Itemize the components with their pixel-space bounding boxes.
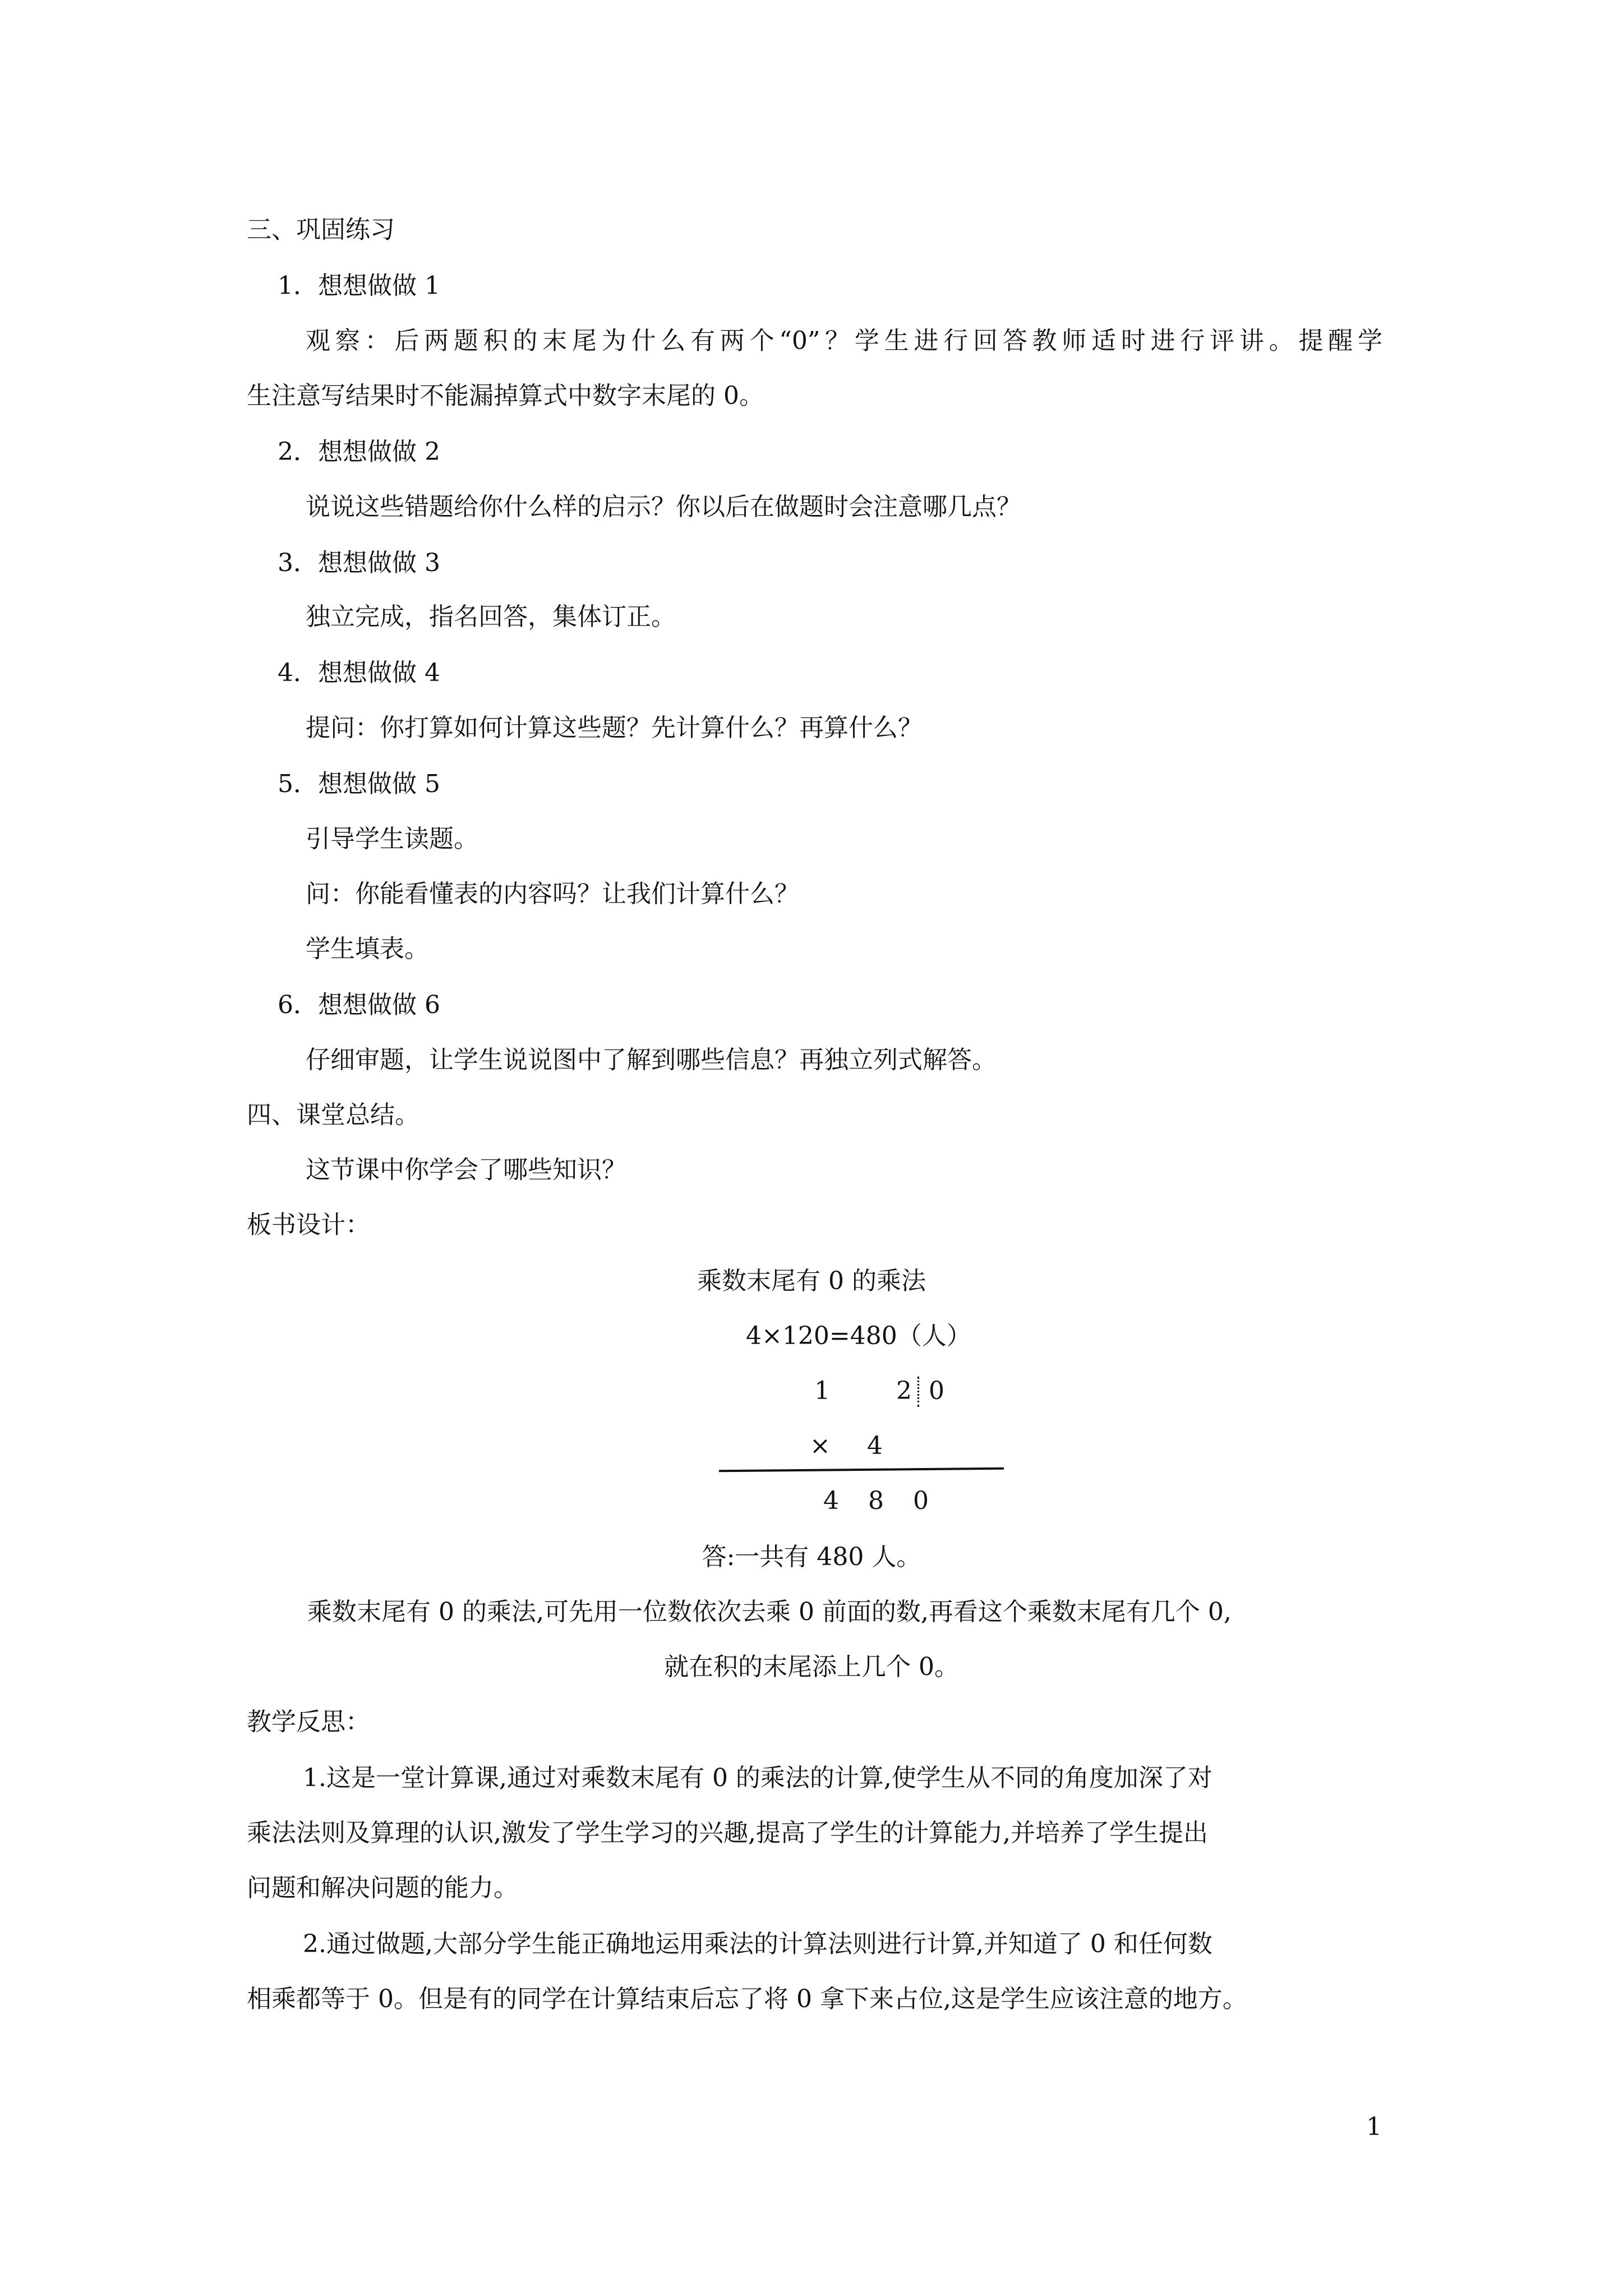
exercise-1-line-1: 观察：后两题积的末尾为什么有两个“0”？学生进行回答教师适时进行评讲。提醒学 (306, 326, 1382, 355)
board-heading: 板书设计： (247, 1211, 370, 1239)
exercise-5-line-3: 学生填表。 (306, 935, 429, 963)
exercise-title-3: 3．想想做做 3 (278, 549, 440, 577)
board-rule-line-2: 就在积的末尾添上几个 0。 (664, 1653, 959, 1681)
exercise-title-1: 1．想想做做 1 (278, 272, 440, 300)
exercise-title-5: 5．想想做做 5 (278, 770, 440, 798)
reflection-p2-line-2: 相乘都等于 0。但是有的同学在计算结束后忘了将 0 拿下来占位,这是学生应该注意的地方。 (247, 1985, 1247, 2013)
multiplicand-digit-3: 0 (929, 1377, 944, 1405)
section-heading-4: 四、课堂总结。 (247, 1101, 419, 1129)
exercise-3-line-1: 独立完成，指名回答，集体订正。 (306, 602, 676, 631)
exercise-5-line-2: 问：你能看懂表的内容吗？让我们计算什么？ (306, 880, 799, 908)
exercise-title-2: 2．想想做做 2 (278, 438, 440, 466)
reflection-p1-line-2: 乘法法则及算理的认识,激发了学生学习的兴趣,提高了学生的计算能力,并培养了学生提出 (247, 1819, 1208, 1847)
reflection-p1-line-1: 1.这是一堂计算课,通过对乘数末尾有 0 的乘法的计算,使学生从不同的角度加深了对 (303, 1764, 1212, 1792)
exercise-2-line-1: 说说这些错题给你什么样的启示？你以后在做题时会注意哪几点？ (306, 493, 1021, 521)
board-rule-line-1: 乘数末尾有 0 的乘法,可先用一位数依次去乘 0 前面的数,再看这个乘数末尾有几个 0, (307, 1598, 1232, 1626)
exercise-6-line-1: 仔细审题，让学生说说图中了解到哪些信息？再独立列式解答。 (306, 1046, 997, 1074)
product-digit-1: 4 (823, 1487, 839, 1515)
page-number: 1 (1366, 2113, 1382, 2141)
exercise-title-6: 6．想想做做 6 (278, 991, 440, 1019)
reflection-heading: 教学反思： (247, 1708, 370, 1736)
multiplicand-digit-2: 2 (896, 1377, 912, 1405)
summary-question: 这节课中你学会了哪些知识？ (306, 1156, 626, 1184)
product-digit-2: 8 (868, 1487, 884, 1515)
board-equation: 4×120=480（人） (746, 1322, 971, 1350)
exercise-title-4: 4．想想做做 4 (278, 659, 440, 687)
exercise-5-line-1: 引导学生读题。 (306, 825, 478, 853)
reflection-p1-line-3: 问题和解决问题的能力。 (247, 1874, 518, 1902)
board-title: 乘数末尾有 0 的乘法 (697, 1267, 926, 1295)
product-digit-3: 0 (913, 1487, 929, 1515)
multiplicand-digit-1: 1 (814, 1377, 830, 1405)
placeholder-separator (917, 1377, 919, 1407)
multiplier-digit: 4 (867, 1432, 883, 1460)
calculation-rule (719, 1467, 1004, 1472)
exercise-4-line-1: 提问：你打算如何计算这些题？先计算什么？再算什么？ (306, 714, 923, 742)
exercise-1-line-2: 生注意写结果时不能漏掉算式中数字末尾的 0。 (247, 381, 764, 410)
board-answer: 答:一共有 480 人。 (702, 1543, 921, 1571)
reflection-p2-line-1: 2.通过做题,大部分学生能正确地运用乘法的计算法则进行计算,并知道了 0 和任何数 (303, 1930, 1212, 1958)
section-heading-3: 三、巩固练习 (247, 215, 395, 244)
multiplication-sign: × (810, 1432, 831, 1460)
